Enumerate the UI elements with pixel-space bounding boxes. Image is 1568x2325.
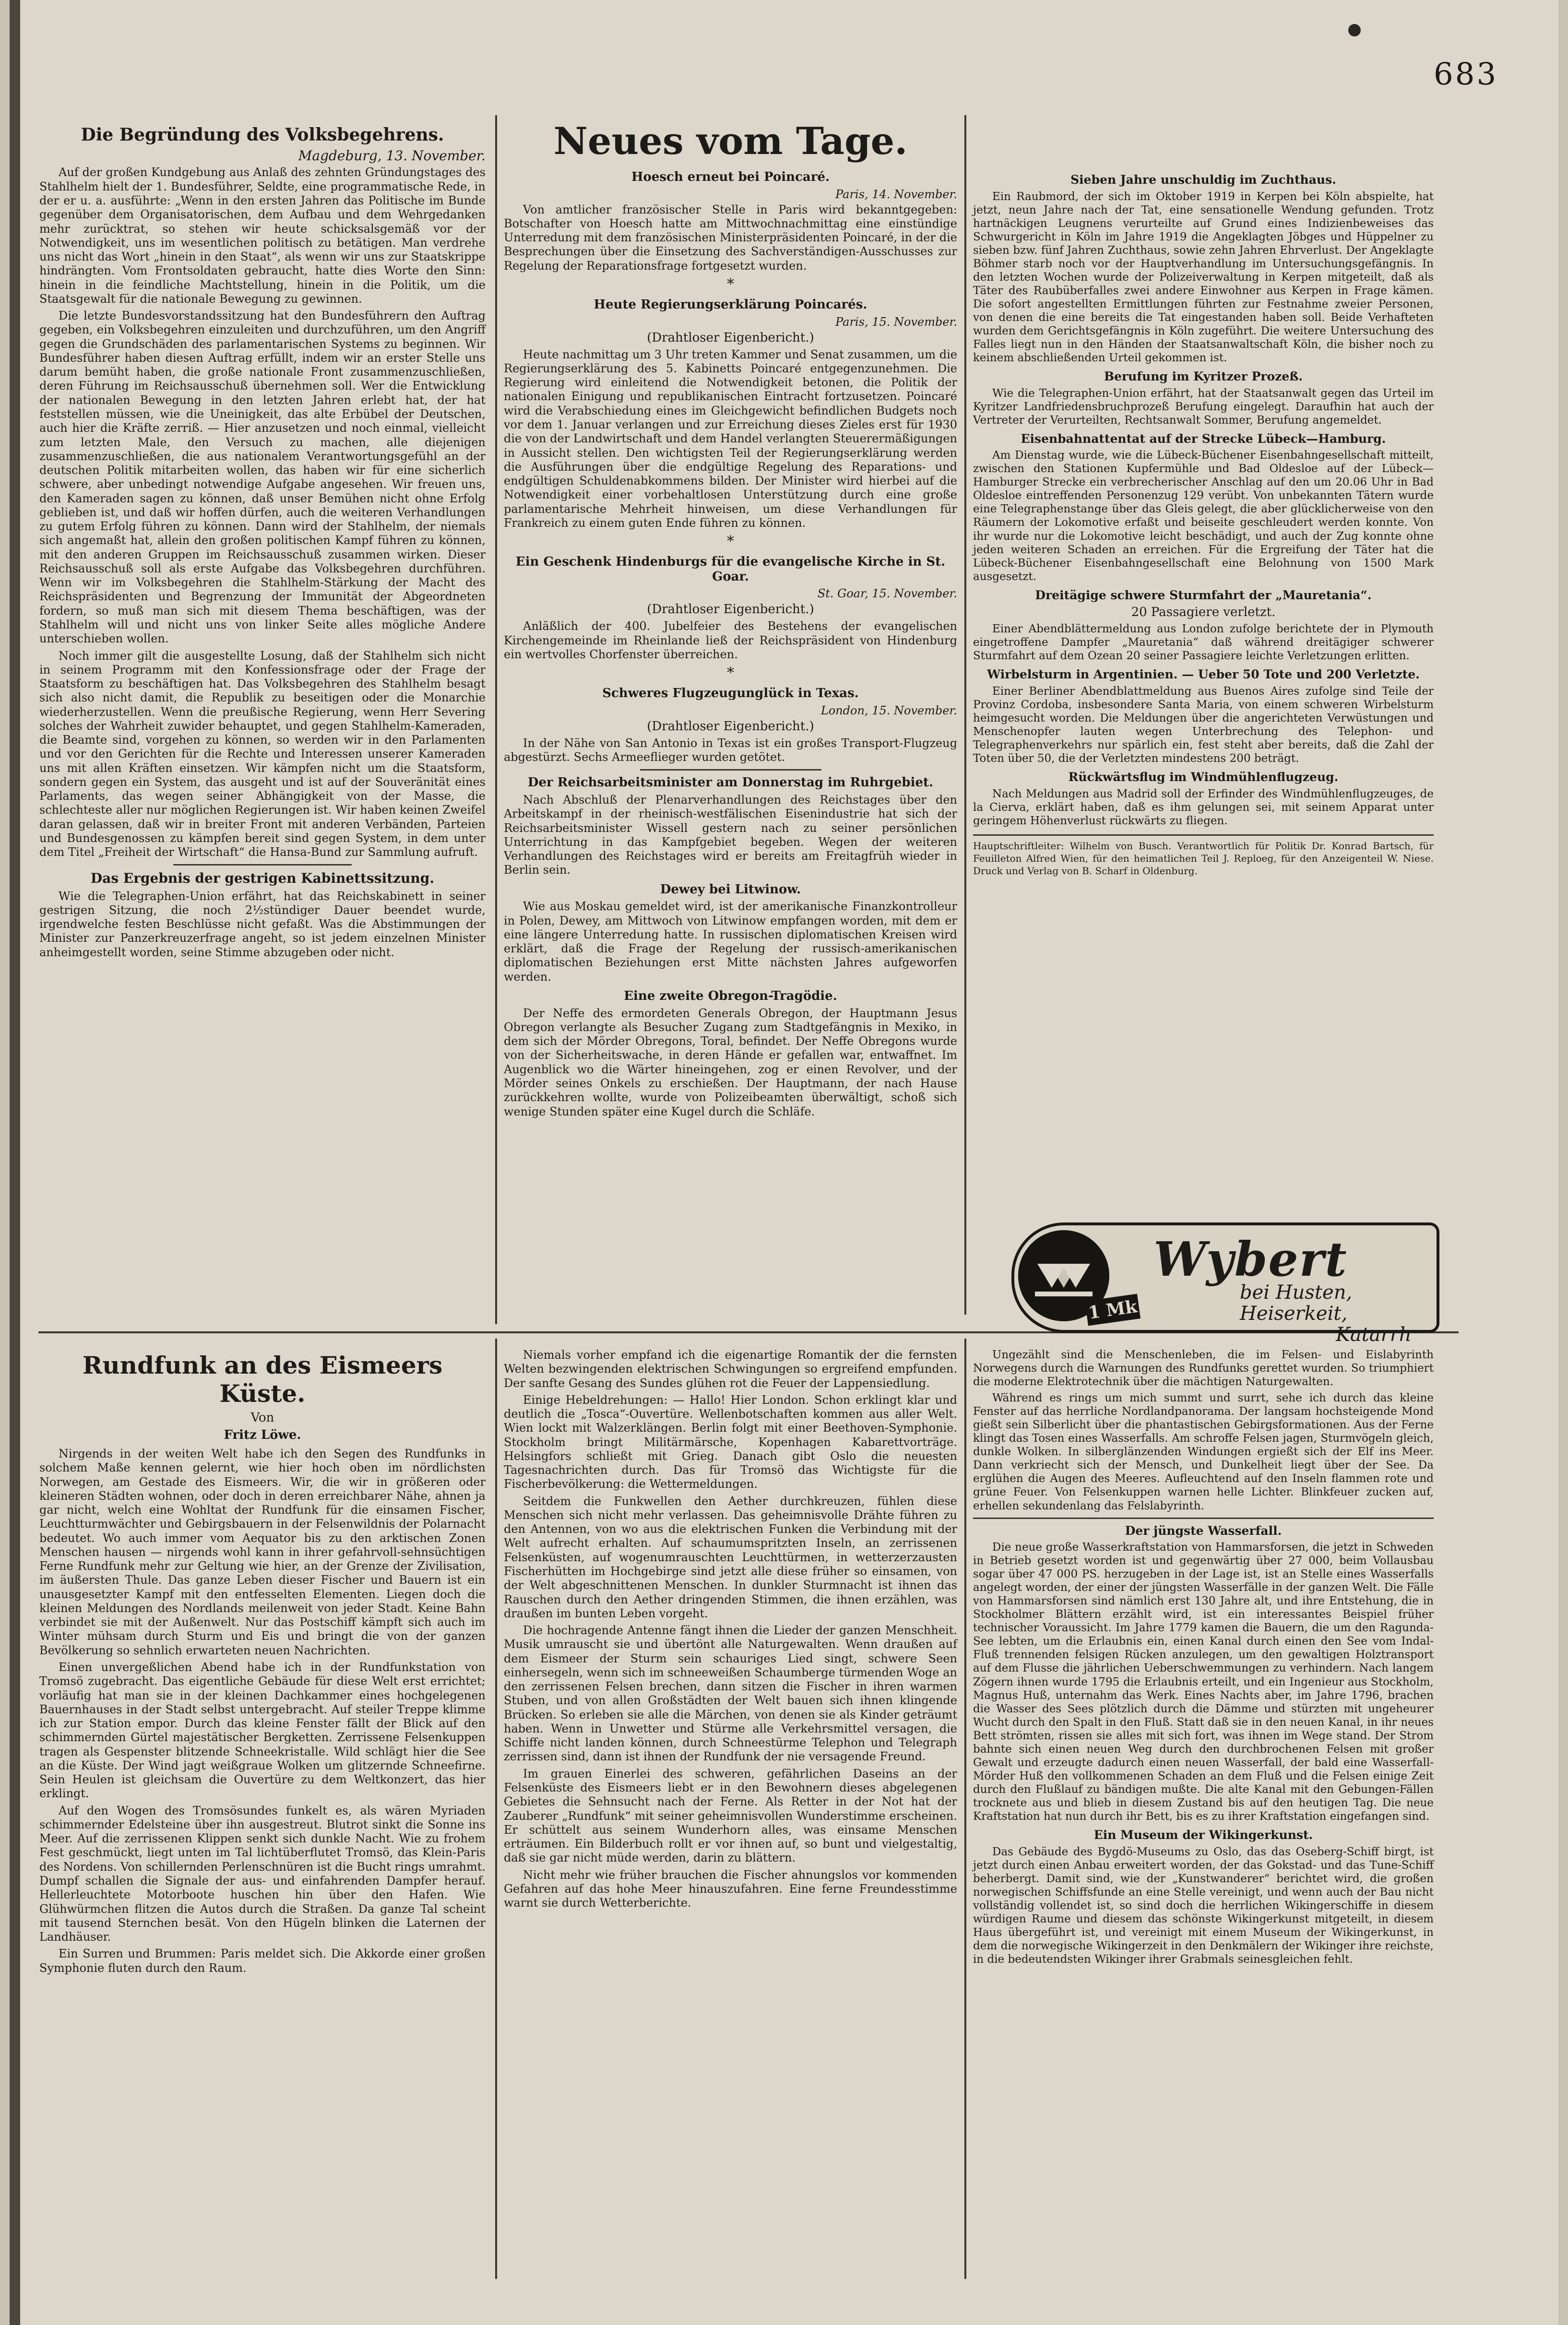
news-text: Ein Raubmord, der sich im Oktober 1919 in Kerpen bei Köln abspielte, hat jetzt, neun Jahre nach der Tat, eine sensationelle Wendung gefunden. Trotz hartnäckigen Leugnens verurteilte auf Grund eines Indizienbeweises das Schwurgericht in Köln im Jahre 1919 die Angeklagten Jöbges und Hüppelner zu sieben bzw. fünf Jahren Zuchthaus, sowie zehn Jahren Ehrverlust. Der Angeklagte Böhmer starb noch vor der Hauptverhandlung im Untersuchungsgefängnis. In den letzten Wochen wurde der Polizeiverwaltung in Kerpen mitgeteilt, daß als Täter des Raubüberfalles zwei andere Einwohner aus Kerpen in Frage kämen. Die sofort angestellten Ermittlungen führten zur Festnahme zweier Personen, von denen die eine bereits die Tat eingestanden haben soll. Beide Verhafteten wurden dem Gerichtsgefängnis in Köln zugeführt. Die weitere Untersuchung des Falles liegt nun in den Händen der Staatsanwaltschaft Köln, die bisher noch zu keinem abschließenden Urteil gekommen ist. bbox=[973, 190, 1434, 365]
feuilleton-title: Rundfunk an des Eismeers Küste. bbox=[82, 1351, 443, 1408]
article-paragraph: Einige Hebeldrehungen: — Hallo! Hier London. Schon erklingt klar und deutlich die „Tosca“-Ouvertüre. Wellenbotschaften kommen aus aller Welt. Wien lockt mit Walzerklängen. Berlin folgt mit einer Beethoven-Symphonie. Stockholm bringt Militärmärsche, Kopenhagen Kabarettvorträge. Helsingfors schließt mit Grieg. Danach gibt Oslo die neuesten Tagesnachrichten durch. Das für Tromsö das Wichtigste für die Fischerbevölkerung: die Wettermeldungen. bbox=[504, 1393, 957, 1491]
news-item bbox=[504, 989, 957, 1119]
separator-asterisk: * bbox=[727, 533, 734, 550]
news-item bbox=[504, 297, 957, 530]
news-text: Anläßlich der 400. Jubelfeier des Bestehens der evangelischen Kirchengemeinde im Rheinlande ließ der Reichspräsident von Hindenburg ein wertvolles Chorfenster überreichen. bbox=[504, 619, 957, 661]
news-headline: Ein Geschenk Hindenburgs für die evangelische Kirche in St. Goar. bbox=[515, 555, 946, 584]
price-tag: 1 Mk bbox=[1085, 1294, 1140, 1326]
news-headline: Wirbelsturm in Argentinien. — Ueber 50 Tote und 200 Verletzte. bbox=[987, 667, 1420, 682]
article-paragraph: Nicht mehr wie früher brauchen die Fischer ahnungslos vor kommenden Gefahren auf das hohe Meer hinauszufahren. Eine ferne Freundesstimme warnt sie durch Wetterberichte. bbox=[504, 1868, 957, 1910]
separator-asterisk: * bbox=[727, 664, 734, 682]
news-item bbox=[973, 667, 1434, 765]
news-text: Der Neffe des ermordeten Generals Obregon, der Hauptmann Jesus Obregon verlangte als Besucher Zugang zum Stadtgefängnis in Mexiko, in dem sich der Mörder Obregons, Toral, befindet. Der Neffe Obregons wurde von der Sicherheitswache, in deren Hände er gefallen war, entwaffnet. Im Augenblick wo die Wärter hineingehen, zog er einen Revolver, und der Mörder seines Onkels zu erschießen. Der Hauptmann, der nach Hause zurückkehren wollte, wurde von Polizeibeamten überwältigt, schoß sich wenige Stunden später eine Kugel durch die Schläfe. bbox=[504, 1006, 957, 1118]
news-item bbox=[973, 432, 1434, 583]
article-paragraph: Die hochragende Antenne fängt ihnen die Lieder der ganzen Menschheit. Musik umrauscht sie und übertönt alle Naturgewalten. Wenn draußen auf dem Eismeer der Sturm sein schauriges Lied singt, schwere Seen einhersegeln, wenn sich im schneeweißen Schaumberge türmenden Woge an den zerrissenen Felsen brechen, dann sitzen die Fischer in ihren warmen Stuben, und von allen Großstädten der Welt bauen sich ihnen klingende Brücken. So erleben sie alle die Märchen, von denen sie als Kinder geträumt haben. Wenn in Unwetter und Stürme alle Verkehrsmittel versagen, die Schiffe nicht landen können, durch Schneestürme Telephon und Telegraph zerrissen sind, dann ist ihnen der Rundfunk der nie versagende Freund. bbox=[504, 1624, 957, 1764]
section-title: Neues vom Tage. bbox=[553, 119, 908, 163]
news-item bbox=[973, 588, 1434, 663]
divider bbox=[640, 769, 821, 771]
news-dateline: Paris, 14. November. bbox=[835, 187, 957, 201]
article-dateline: Magdeburg, 13. November. bbox=[298, 148, 486, 164]
article-headline: Das Ergebnis der gestrigen Kabinettssitzung. bbox=[90, 870, 435, 887]
article-paragraph: Die letzte Bundesvorstandssitzung hat den Bundesführern den Auftrag gegeben, ein Volksbegehren einzuleiten und durchzuführen, um den Angriff gegen die Grundschäden des parlamentarischen Systems zu beginnen. Wir Bundesführer haben diesen Auftrag erfüllt, indem wir an erster Stelle uns darum bemüht haben, die große nationale Front zusammenzuschließen, deren Führung im Reichsausschuß übernehmen soll. Wer die Entwicklung der nationalen Bewegung in den letzten Jahren erlebt hat, der hat feststellen müssen, wie die Uneinigkeit, das alte Erbübel der Deutschen, auch hier die Kräfte zerriß. — Hier anzusetzen und noch einmal, vielleicht zum letzten Male, den Versuch zu machen, alle diejenigen zusammenzuschließen, die aus nationalem Verantwortungsgefühl an der deutschen Politik mitarbeiten wollen, das haben wir für eine sicherlich schwere, aber unbedingt notwendige Aufgabe angesehen. Wir freuen uns, den Kameraden sagen zu können, daß unser Bemühen nicht ohne Erfolg geblieben ist, und daß wir hoffen dürfen, auch die weiteren Verhandlungen zu gutem Erfolg führen zu können. Dann wird der Stahlhelm, der niemals sich angemaßt hat, allein den großen politischen Kampf führen zu können, mit den anderen Gruppen im Reichsausschuß zusammen wirken. Dieser Reichsausschuß soll als erste Aufgabe das Volksbegehren durchführen. Wenn wir im Volksbegehren die Stahlhelm-Stärkung der Macht des Reichspräsidenten und Begrenzung der Immunität der Abgeordneten fordern, so muß man sich mit diesem Thema beschäftigen, was der Stahlhelm will und nicht uns von linker Seite alles mögliche Andere unterschieben wollen. bbox=[39, 309, 486, 646]
news-headline: Eine zweite Obregon-Tragödie. bbox=[624, 989, 837, 1003]
punch-mark bbox=[1348, 24, 1361, 36]
byline-von: Von bbox=[250, 1411, 274, 1425]
news-headline: Schweres Flugzeugunglück in Texas. bbox=[602, 686, 859, 701]
divider bbox=[173, 864, 352, 866]
article-paragraph: Seitdem die Funkwellen den Aether durchkreuzen, fühlen diese Menschen sich nicht mehr verlassen. Das geheimnisvolle Drähte führen zu den Antennen, von wo aus die elektrischen Funken die Verbindung mit der Welt aufrecht erhalten. Auf schaumumspritzten Inseln, an zerrissenen Felsenküsten, auf wogenumrauschten Leuchttürmen, in wetterzerzausten Fischerhütten im Hochgebirge sind jetzt alle diese früher so einsamen, von der Welt abgeschnittenen Menschen. In dunkler Sturmnacht ist ihnen das Rauschen durch den Aether dringenden Stimmen, die ihnen erzählen, was draußen im bunten Leben vorgeht. bbox=[504, 1494, 957, 1620]
left-column bbox=[39, 120, 486, 1329]
news-item bbox=[973, 173, 1434, 365]
article-headline: Die Begründung des Volksbegehrens. bbox=[81, 125, 444, 145]
divider bbox=[973, 1518, 1434, 1519]
article-paragraph: Noch immer gilt die ausgestellte Losung, daß der Stahlhelm sich nicht in seinem Programm mit den Konfessionsfrage oder der Frage der Staatsform zu beschäftigen hat. Das Volksbegehren des Stahlhelm besagt sich also nicht damit, die Republik zu beseitigen oder die Monarchie wiederherzustellen. Wenn die preußische Regierung, wenn Herr Severing solches der Wahrheit zuwider behauptet, und gegen Stahlhelm-Kameraden, die Beamte sind, vorgehen zu können, so werden wir in den Parlamenten und vor den Gerichten für die Rechte und Interessen unserer Kameraden uns mit allen Kräften einsetzen. Wir kämpfen nicht um die Staatsform, sondern gegen ein System, das ausgeht und ist auf der Souveränität eines Parlaments, das wegen seiner Abhängigkeit von der Masse, die schlechteste aller nur möglichen Regierungen ist. Wir haben keinen Zweifel daran gelassen, daß wir in breiter Front mit anderen Verbänden, Parteien und Bundesgenossen zu kämpfen bereit sind gegen System, in dem unter dem Titel „Freiheit der Wirtschaft“ die Hansa-Bund zur Sammlung aufruft. bbox=[39, 649, 486, 859]
middle-column bbox=[504, 118, 957, 1329]
news-item bbox=[504, 686, 957, 764]
newspaper-page bbox=[10, 0, 1558, 2325]
news-headline: Sieben Jahre unschuldig im Zuchthaus. bbox=[1070, 173, 1336, 187]
article-paragraph: Einen unvergeßlichen Abend habe ich in der Rundfunkstation von Tromsö zugebracht. Das eigentliche Gebäude für diese Welt erst errichtet; vorläufig hat man sie in der kleinen Dachkammer eines hochgelegenen Bauernhauses in der Stadt selbst untergebracht. Auf steiler Treppe klimme ich zur Station empor. Durch das kleine Fenster fällt der Blick auf den schimmernden Gürtel majestätischer Bergketten. Zerrissene Felsenkuppen tragen als Gespenster blitzende Schneekristalle. Wild schlägt hier die See an die Küste. Der Wind jagt weißgraue Wolken um glitzernde Schneefirne. Sein Heulen ist gleichsam die Ouvertüre zu dem Weltkonzert, das hier erklingt. bbox=[39, 1660, 486, 1801]
page-edge bbox=[10, 0, 20, 2325]
news-headline: Berufung im Kyritzer Prozeß. bbox=[1104, 369, 1303, 384]
news-subhead: 20 Passagiere verletzt. bbox=[1131, 605, 1276, 620]
right-column bbox=[973, 168, 1434, 1214]
ad-slogan-line: bei Husten, Heiserkeit, bbox=[1240, 1281, 1353, 1325]
news-text: Heute nachmittag um 3 Uhr treten Kammer und Senat zusammen, um die Regierungserklärung des 5. Kabinetts Poincaré entgegenzunehmen. Die Regierung wird einleitend die Notwendigkeit betonen, die Politik der nationalen Einigung und republikanischen Eintracht fortzusetzen. Poincaré wird die Verabschiedung eines im Gleichgewicht befindlichen Budgets noch vor dem 1. Januar verlangen und zur Erreichung dieses Zieles erst für 1930 die von der Landwirtschaft und dem Handel verlangten Steuerermäßigungen in Aussicht stellen. Den wichtigsten Teil der Regierungserklärung werden die Ausführungen über die endgültige Regelung des Reparations- und endgültigen Schuldenabkommens bilden. Der Minister wird hierbei auf die Notwendigkeit einer vorbehaltlosen Unterstützung durch eine große parlamentarische Mehrheit hinweisen, um diese Verhandlungen für Frankreich zu einem guten Ende führen zu können. bbox=[504, 347, 957, 530]
news-item bbox=[504, 775, 957, 877]
article-paragraph: Nirgends in der weiten Welt habe ich den Segen des Rundfunks in solchem Maße kennen gelernt, wie hier hoch oben im nördlichsten Norwegen, am Gestade des Eismeers. Wir, die wir in größeren oder kleineren Städten wohnen, oder doch in deren erreichbarer Nähe, ahnen ja gar nicht, welch eine Wohltat der Rundfunk für die einsamen Fischer, Leuchtturmwächter und Gebirgsbauern in der Felsenwildnis der Polarnacht bedeutet. Wo auch immer vom Aequator bis zu den arktischen Zonen Menschen hausen — nirgends wohl kann in ihrer gefahrvoll-sehnsüchtigen Ferne Rundfunk mehr zur Geltung wie hier, an der Grenze der Zivilisation, im äußersten Thule. Das ganze Leben dieser Fischer und Bauern ist ein unausgesetzter Kampf mit den entfesselten Elementen. Liegen doch die kleinen Meldungen des Nordlands meilenweit von jeder Stadt. Keine Bahn verbindet sie mit der Außenwelt. Nur das Postschiff kämpft sich auch im Winter mühsam durch Sturm und Eis und bringt die von der ganzen Bevölkerung so sehnlich erwarteten neuen Nachrichten. bbox=[39, 1447, 486, 1657]
article-paragraph: Wie die Telegraphen-Union erfährt, hat das Reichskabinett in seiner gestrigen Sitzung, die noch 2½stündiger Dauer beendet wurde, irgendwelche festen Beschlüsse nicht gefaßt. Was die Abstimmungen der Minister zur Panzerkreuzerfrage angeht, so ist jedem einzelnen Minister anheimgestellt worden, seine Stimme abzugeben oder nicht. bbox=[39, 889, 486, 959]
news-dateline: Paris, 15. November. bbox=[835, 315, 957, 329]
news-item bbox=[504, 170, 957, 273]
news-headline: Rückwärtsflug im Windmühlenflugzeug. bbox=[1068, 770, 1339, 784]
news-item bbox=[973, 369, 1434, 427]
article-paragraph: Auf der großen Kundgebung aus Anlaß des zehnten Gründungstages des Stahlhelm hielt der 1. Bundesführer, Seldte, eine programmatische Rede, in der er u. a. ausführte: „Wenn in den ersten Jahren das Politische im Bunde gegenüber dem Organisatorischen, dem Aufbau und dem Wehrgedanken mehr zurücktrat, so stehen wir heute schicksalsgemäß vor der Notwendigkeit, uns im wesentlichen politisch zu betätigen. Man verdrehe uns nicht das Wort „hinein in den Staat“, als wenn wir uns zur Staatskrippe hindrängten. Vom Frontsoldaten gebraucht, hatte dies Worte den Sinn: hinein in die feindliche Machtstellung, hinein in die Politik, um die Staatsgewalt für die nationale Bewegung zu gewinnen. bbox=[39, 166, 486, 306]
news-text: Das Gebäude des Bygdö-Museums zu Oslo, das das Oseberg-Schiff birgt, ist jetzt durch einen Anbau erweitert worden, der das Gokstad- und das Tune-Schiff beherbergt. Damit sind, wie der „Kunstwanderer“ berichtet wird, die großen norwegischen Schiffsfunde an eine Stelle vereinigt, und wenn auch der Bau nicht vollständig vollendet ist, so sind doch die herrlichen Wikingerschiffe in diesem würdigen Raume und diesem das schönste Wikingerkunst mitgeteilt, in diesem Haus übergeführt ist, und vereinigt mit einem Museum der Wikingerkunst, in dem die norwegische Wikingerzeit in den Denkmälern der Wikinger ihre reichste, in die bedeutendsten Wikinger ihrer Grabmals seinesgleichen fehlt. bbox=[973, 1845, 1434, 1966]
ad-slogan-line: Katarrh bbox=[1336, 1324, 1412, 1346]
column-rule bbox=[964, 1339, 966, 2279]
news-item bbox=[973, 770, 1434, 828]
column-rule bbox=[495, 115, 497, 1324]
feuilleton-column-3 bbox=[973, 1348, 1434, 2279]
feuilleton-column-2 bbox=[504, 1348, 957, 2279]
news-headline: Dewey bei Litwinow. bbox=[660, 882, 801, 897]
ad-slogan bbox=[1240, 1282, 1437, 1345]
article-paragraph: Ungezählt sind die Menschenleben, die im Felsen- und Eislabyrinth Norwegens durch die Warnungen des Rundfunks gerettet wurden. So triumphiert die moderne Elektrotechnik über die mächtigen Naturgewalten. bbox=[973, 1349, 1434, 1388]
news-item bbox=[504, 555, 957, 662]
news-headline: Eisenbahnattentat auf der Strecke Lübeck—Hamburg. bbox=[1021, 431, 1386, 446]
news-source: (Drahtloser Eigenbericht.) bbox=[647, 602, 814, 617]
brand-name: Wybert bbox=[1153, 1232, 1348, 1287]
news-source: (Drahtloser Eigenbericht.) bbox=[647, 719, 814, 734]
news-text: In der Nähe von San Antonio in Texas ist ein großes Transport-Flugzeug abgestürzt. Sechs Armeeflieger wurden getötet. bbox=[504, 736, 957, 764]
column-rule bbox=[495, 1339, 497, 2279]
news-headline: Der jüngste Wasserfall. bbox=[1125, 1523, 1282, 1538]
news-text: Nach Abschluß der Plenarverhandlungen des Reichstages über den Arbeitskampf in der rheinisch-westfälischen Eisenindustrie hat sich der Reichsarbeitsminister Wissell gestern nach zu seiner persönlichen Unterrichtung in das Kampfgebiet begeben. Wegen der weiteren Verhandlungen des Reichstages wird er bereits am Freitagfrüh wieder in Berlin sein. bbox=[504, 793, 957, 877]
news-text: Von amtlicher französischer Stelle in Paris wird bekanntgegeben: Botschafter von Hoesch hatte am Mittwochnachmittag eine einstündige Unterredung mit dem französischen Ministerpräsidenten Poincaré, in der die Besprechungen über die Einsetzung des Sachverständigen-Ausschusses zur Regelung der Reparationsfrage fortgesetzt wurden. bbox=[504, 202, 957, 273]
news-text: Die neue große Wasserkraftstation von Hammarsforsen, die jetzt in Schweden in Betrieb gesetzt worden ist und gegenwärtig über 27 000, beim Vollausbau sogar über 47 000 PS. herzugeben in der Lage ist, ist an Stelle eines Wasserfalls angelegt worden, der einer der jüngsten Wasserfälle in der ganzen Welt. Die Fälle von Hammarsforsen sind nämlich erst 130 Jahre alt, und ihre Entstehung, die in Stockholmer Blättern erzählt wird, ist ein interessantes Beispiel früher technischer Voraussicht. Im Jahre 1779 kamen die Bauern, die um den Ragunda-See lebten, um die Erlaubnis ein, einen Kanal durch einen den See vom Indal-Fluß trennenden felsigen Rücken anzulegen, um den gewaltigen Holztransport auf dem Flusse die jährlichen Ueberschwemmungen zu verhindern. Nach langem Zögern ihnen wurde 1795 die Erlaubnis erteilt, und ein Ingenieur aus Stockholm, Magnus Huß, unternahm das Werk. Eines Nachts aber, im Jahre 1796, brachen die Wasser des Sees plötzlich durch die Dämme und stürzten mit ungeheurer Wucht durch den Spalt in den Fluß. Statt daß sie in den neuen Kanal, in ihr neues Bett strömten, rissen sie alles mit sich fort, was ihnen im Wege stand. Der Strom bahnte sich einen neuen Weg durch den durchbrochenen Felsen mit großer Gewalt und erzeugte dadurch einen neuen Wasserfall, der bald eine Wasserfall-Mörder Huß den vollkommenen Schaden an dem Fluß und die Felsen einige Zeit durch den Flußlauf zu bändigen mußte. Die alte Kanal mit den Gebungen-Fällen trocknete aus und blieb in diesem Zustand bis auf den heutigen Tag. Die neue Kraftstation hat nun durch ihr Bett, bis es zu ihrer Kraftstation eingefangen sind. bbox=[973, 1541, 1434, 1823]
article-paragraph: Auf den Wogen des Tromsösundes funkelt es, als wären Myriaden schimmernder Edelsteine über ihn ausgestreut. Blutrot sinkt die Sonne ins Meer. Auf die zerrissenen Klippen senkt sich dunkle Nacht. Wie zu frohem Fest geschmückt, liegt unten im Tal lichtüberflutet Tromsö, das Klein-Paris des Nordens. Von schillernden Perlenschnüren ist die Bucht rings umrahmt. Dumpf schallen die Signale der aus- und einfahrenden Dampfer herauf. Hellerleuchtete Motorboote huschen hin über den Hafen. Wie Glühwürmchen flitzen die Autos durch die Straßen. Da ganze Tal scheint mit tausend Sternchen besät. Von den Hügeln blinken die Laternen der Landhäuser. bbox=[39, 1803, 486, 1944]
article-paragraph: Im grauen Einerlei des schweren, gefährlichen Daseins an der Felsenküste des Eismeers liebt er in den Bewohnern dieses abgelegenen Gebietes die Sehnsucht nach der Ferne. Als Retter in der Not hat der Zauberer „Rundfunk“ mit seiner geheimnisvollen Wunderstimme erscheinen. Er schüttelt aus seinem Wunderhorn alles, was einsame Menschen erträumen. Ein Bilderbuch rollt er vor ihnen auf, so bunt und vielgestaltig, daß sie gar nicht müde werden, darin zu blättern. bbox=[504, 1767, 957, 1865]
news-headline: Dreitägige schwere Sturmfahrt der „Mauretania“. bbox=[1035, 588, 1372, 602]
news-text: Wie die Telegraphen-Union erfährt, hat der Staatsanwalt gegen das Urteil im Kyritzer Landfriedensbruchprozeß Berufung eingelegt. Daraufhin hat auch der Vertreter der Verurteilten, Rechtsanwalt Sommer, Berufung angemeldet. bbox=[973, 387, 1434, 427]
imprint: Hauptschriftleiter: Wilhelm von Busch. Verantwortlich für Politik Dr. Konrad Bartsch, für Feuilleton Alfred Wien, für den heimatlichen Teil J. Reploeg, für den Anzeigenteil W. Niese. Druck und Verlag von B. Scharf in Oldenburg. bbox=[973, 834, 1434, 877]
news-text: Nach Meldungen aus Madrid soll der Erfinder des Windmühlenflugzeuges, de la Cierva, erklärt haben, daß es ihm gelungen sei, mit seinem Apparat unter geringem Höhenverlust rückwärts zu fliegen. bbox=[973, 787, 1434, 827]
news-headline: Heute Regierungserklärung Poincarés. bbox=[594, 297, 867, 312]
news-dateline: London, 15. November. bbox=[820, 703, 957, 717]
news-text: Wie aus Moskau gemeldet wird, ist der amerikanische Finanzkontrolleur in Polen, Dewey, am Mittwoch von Litwinow empfangen worden, mit dem er eine längere Unterredung hatte. In russischen diplomatischen Kreisen wird erklärt, daß die Frage der Regelung der russisch-amerikanischen diplomatischen Beziehungen erst Mitte nächsten Jahres aufgeworfen werden. bbox=[504, 900, 957, 984]
article-paragraph: Niemals vorher empfand ich die eigenartige Romantik der die fernsten Welten bezwingenden elektrischen Schwingungen so ergreifend empfunden. Der sanfte Gesang des Sundes glühen rot die Feuer der Lappensiedlung. bbox=[504, 1348, 957, 1390]
article-paragraph: Während es rings um mich summt und surrt, sehe ich durch das kleine Fenster auf das herrliche Nordlandpanorama. Der langsam hochsteigende Mond gießt sein Silberlicht über die phantastischen Gebirgsformationen. Aus der Ferne klingt das Tosen eines Wasserfalls. Am schroffe Felsen jagen, Sturmvögeln gleich, dunkle Wolken. In silberglänzenden Windungen ergießt sich der Elf ins Meer. Dann verkriecht sich der Mensch, und Dunkelheit liegt über der See. Da erglühen die Augen des Meeres. Aufleuchtend auf den Inseln flammen rote und grüne Feuer. Von Felsenkuppen warnen helle Lichter. Blinkfeuer zucken auf, erhellen sekundenlang das Felslabyrinth. bbox=[973, 1392, 1434, 1512]
byline-author: Fritz Löwe. bbox=[224, 1428, 301, 1442]
column-rule bbox=[964, 115, 966, 1315]
news-headline: Ein Museum der Wikingerkunst. bbox=[1093, 1828, 1313, 1842]
wybert-advertisement bbox=[1011, 1222, 1439, 1346]
news-headline: Hoesch erneut bei Poincaré. bbox=[631, 170, 830, 184]
article-paragraph: Ein Surren und Brummen: Paris meldet sich. Die Akkorde einer großen Symphonie fluten durch den Raum. bbox=[39, 1947, 486, 1975]
news-text: Einer Abendblättermeldung aus London zufolge berichtete der in Plymouth eingetroffene Dampfer „Mauretania“ daß während dreitägiger schwerer Sturmfahrt auf dem Ozean 20 seiner Passagiere leichte Verletzungen erlitten. bbox=[973, 623, 1434, 663]
news-item bbox=[504, 882, 957, 984]
news-text: Am Dienstag wurde, wie die Lübeck-Büchener Eisenbahngesellschaft mitteilt, zwischen den Stationen Kupfermühle und Bad Oldesloe auf der Lübeck—Hamburger Strecke ein verbrecherischer Anschlag auf den um 20.06 Uhr in Bad Oldesloe eintreffenden Personenzug 129 verübt. Von unbekannten Tätern wurde eine Telegraphenstange über das Gleis gelegt, die aber glücklicherweise von den Räumern der Lokomotive erfaßt und beiseite geschleudert werden konnte. Von ihr wurde nur die Lokomotive leicht beschädigt, und auch der Zug konnte ohne jeden weiteren Schaden an erreichen. Für die Ergreifung der Täter hat die Lübeck-Büchener Eisenbahngesellschaft eine Belohnung von 1500 Mark ausgesetzt. bbox=[973, 449, 1434, 583]
news-dateline: St. Goar, 15. November. bbox=[817, 587, 957, 601]
feuilleton-column-1 bbox=[39, 1348, 486, 2279]
news-headline: Der Reichsarbeitsminister am Donnerstag im Ruhrgebiet. bbox=[527, 775, 934, 790]
separator-asterisk: * bbox=[727, 276, 734, 293]
page-number: 683 bbox=[1434, 57, 1498, 92]
news-text: Einer Berliner Abendblattmeldung aus Buenos Aires zufolge sind Teile der Provinz Cordoba, insbesondere Santa Maria, von einem schweren Wirbelsturm heimgesucht worden. Die Meldungen über die angerichteten Verwüstungen und Menschenopfer lauten wegen Unterbrechung des Telephon- und Telegraphenverkehrs nur spärlich ein, fest steht aber bereits, daß die Zahl der Toten über 50, die der Verletzten mindestens 200 beträgt. bbox=[973, 685, 1434, 765]
news-source: (Drahtloser Eigenbericht.) bbox=[647, 330, 814, 345]
